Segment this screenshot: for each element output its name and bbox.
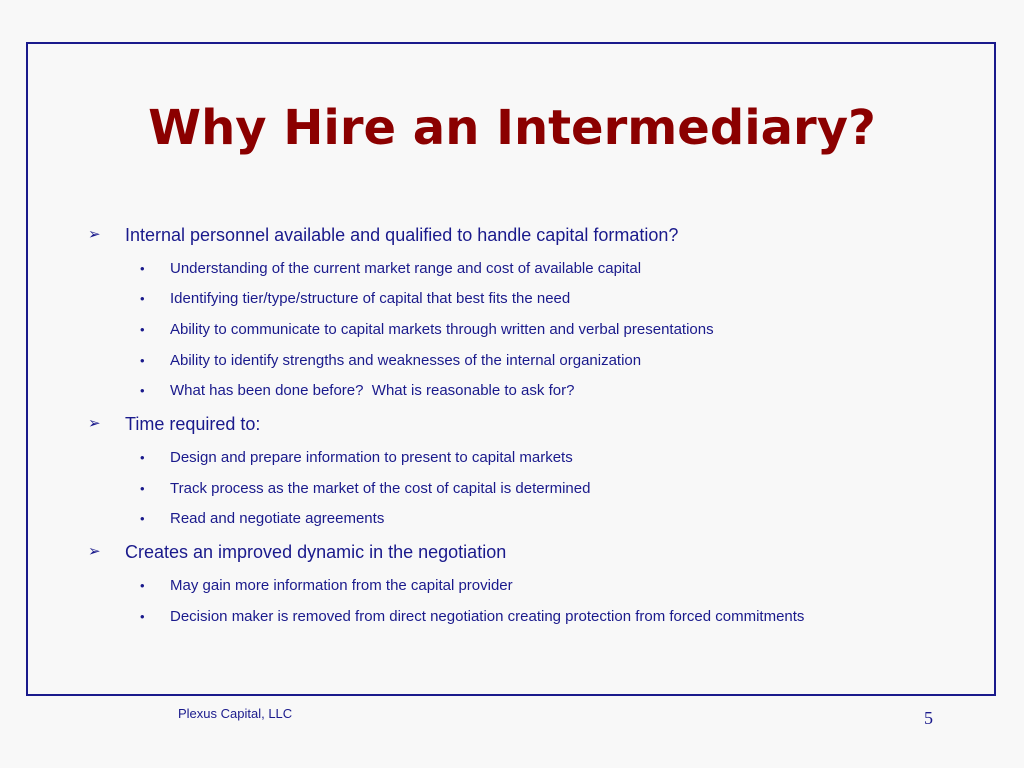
bullet-dot-icon: •	[140, 511, 145, 526]
bullet-dot-icon: •	[140, 291, 145, 306]
list-item-text: Track process as the market of the cost of capital is determined	[170, 480, 591, 497]
list-item-text: Decision maker is removed from direct negotiation creating protection from forced commitments	[170, 608, 805, 625]
list-item-text: Identifying tier/type/structure of capital that best fits the need	[170, 290, 571, 307]
arrow-bullet-icon: ➢	[88, 226, 101, 243]
section-heading-text: Internal personnel available and qualified to handle capital formation?	[125, 225, 679, 245]
section-heading	[88, 410, 988, 438]
footer-company: Plexus Capital, LLC	[178, 706, 293, 721]
list-item	[140, 318, 1000, 342]
bullet-dot-icon: •	[140, 383, 145, 398]
bullet-dot-icon: •	[140, 578, 145, 593]
slide-title: Why Hire an Intermediary?	[148, 100, 876, 156]
section-heading	[88, 538, 988, 566]
bullet-dot-icon: •	[140, 322, 145, 337]
list-item-text: Design and prepare information to present to capital markets	[170, 449, 573, 466]
arrow-bullet-icon: ➢	[88, 543, 101, 560]
list-item	[140, 287, 1000, 311]
list-item	[140, 446, 1000, 470]
list-item	[140, 477, 1000, 501]
bullet-dot-icon: •	[140, 353, 145, 368]
bullet-dot-icon: •	[140, 481, 145, 496]
list-item	[140, 349, 1000, 373]
list-item-text: What has been done before? What is reasonable to ask for?	[170, 382, 575, 399]
list-item	[140, 605, 1000, 629]
list-item-text: Ability to communicate to capital markets through written and verbal presentations	[170, 321, 714, 338]
list-item-text: Read and negotiate agreements	[170, 510, 385, 527]
arrow-bullet-icon: ➢	[88, 415, 101, 432]
section-heading-text: Creates an improved dynamic in the negotiation	[125, 542, 507, 562]
section-heading	[88, 221, 988, 249]
list-item	[140, 257, 1000, 281]
list-item	[140, 379, 1000, 403]
list-item-text: May gain more information from the capital provider	[170, 577, 513, 594]
list-item	[140, 507, 1000, 531]
list-item-text: Understanding of the current market range and cost of available capital	[170, 260, 642, 277]
section-heading-text: Time required to:	[125, 414, 261, 434]
list-item-text: Ability to identify strengths and weaknesses of the internal organization	[170, 352, 642, 369]
bullet-dot-icon: •	[140, 609, 145, 624]
bullet-dot-icon: •	[140, 450, 145, 465]
list-item	[140, 574, 1000, 598]
bullet-dot-icon: •	[140, 261, 145, 276]
page-number: 5	[924, 708, 933, 728]
